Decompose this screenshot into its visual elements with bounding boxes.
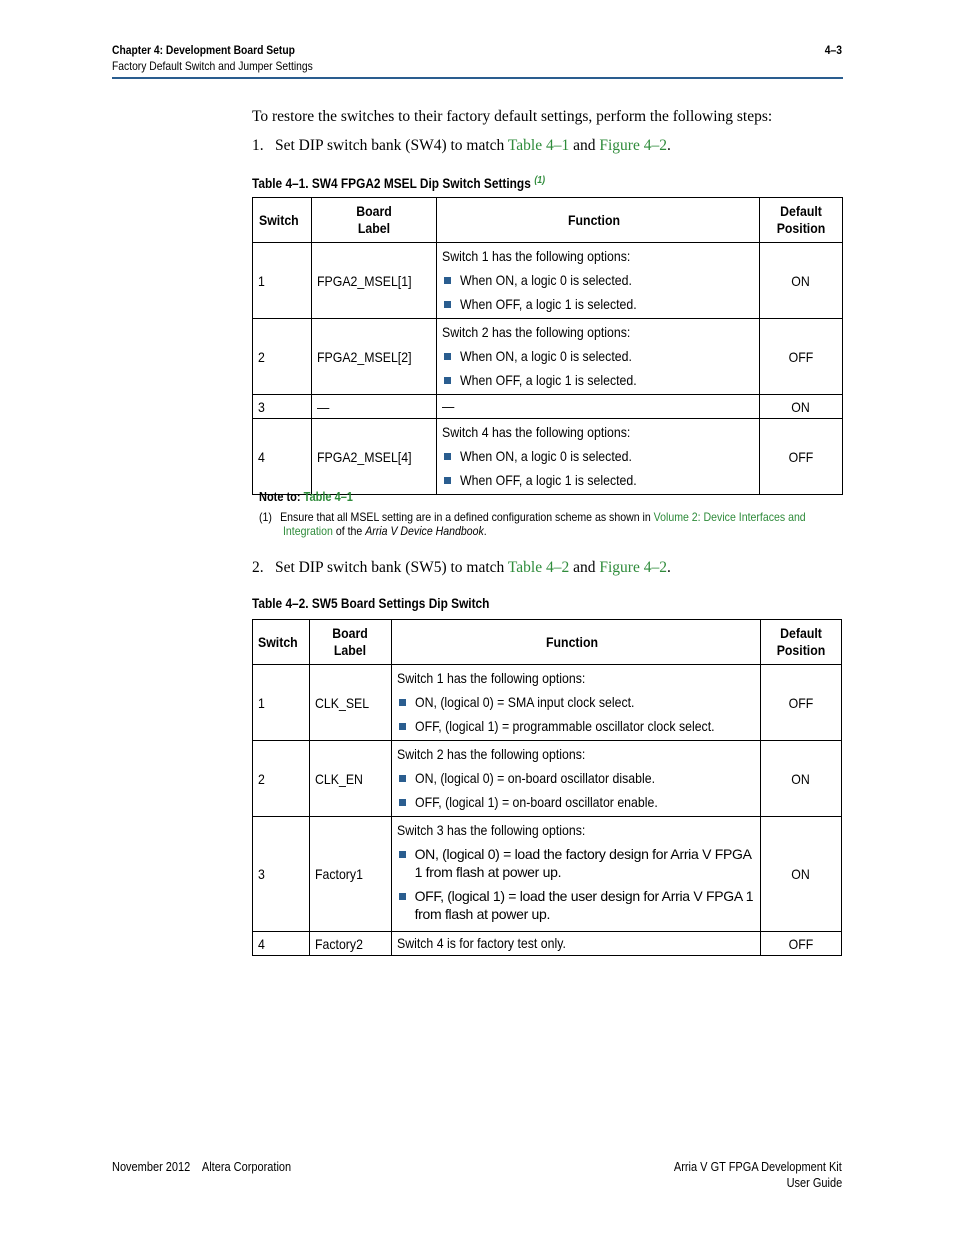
column-header-default-position: Default Position	[760, 620, 841, 665]
bullet-icon	[399, 799, 406, 806]
cell-default-position: ON	[760, 741, 841, 817]
table-4-1-caption-text: Table 4–1. SW4 FPGA2 MSEL Dip Switch Settings	[252, 176, 531, 191]
cell-board-label: CLK_SEL	[309, 665, 391, 741]
cell-default-position: OFF	[760, 932, 841, 956]
table-4-1-link[interactable]: Table 4–1	[507, 137, 570, 154]
bullet-icon	[444, 477, 451, 484]
table-row	[253, 741, 842, 817]
column-header-board-label: Board Label	[311, 198, 436, 243]
table-4-1	[252, 197, 843, 495]
column-header-function: Function	[391, 620, 760, 665]
cell-function: Switch 4 is for factory test only.	[391, 932, 760, 956]
footer-document-title: Arria V GT FPGA Development Kit	[674, 1160, 842, 1174]
table-row	[253, 932, 842, 956]
figure-4-2-link-2[interactable]: Figure 4–2	[599, 559, 667, 576]
cell-board-label: FPGA2_MSEL[1]	[311, 243, 436, 319]
table-4-1-note-1	[259, 510, 899, 538]
column-header-switch: Switch	[253, 620, 310, 665]
table-row	[253, 395, 843, 419]
table-4-1-note-ref-link[interactable]: (1)	[534, 175, 546, 186]
step-1-text: Set DIP switch bank (SW4) to match	[275, 137, 508, 154]
note-number: (1)	[259, 510, 272, 524]
bullet-icon	[399, 723, 406, 730]
cell-switch: 3	[253, 395, 312, 419]
step-2-text: Set DIP switch bank (SW5) to match	[275, 559, 508, 576]
running-header-section: Factory Default Switch and Jumper Settings	[112, 59, 313, 73]
note-period: .	[483, 524, 487, 538]
step-1-number: 1.	[252, 137, 264, 154]
table-4-1-note-title	[259, 490, 366, 504]
cell-function: Switch 3 has the following options: ON, (logical 0) = load the factory design for Arria V FPGA 1 from flash at power up. OFF, (logical 1) = load the user design for Arria V FPGA 1 from flash at power up.	[391, 817, 760, 932]
bullet-icon	[399, 775, 406, 782]
bullet-icon	[444, 453, 451, 460]
table-4-2-link[interactable]: Table 4–2	[507, 559, 570, 576]
cell-function: —	[436, 395, 759, 419]
bullet-icon	[399, 893, 406, 900]
figure-4-2-link[interactable]: Figure 4–2	[599, 137, 667, 154]
cell-board-label: Factory1	[309, 817, 391, 932]
cell-switch: 2	[253, 319, 312, 395]
cell-board-label: CLK_EN	[309, 741, 391, 817]
intro-paragraph: To restore the switches to their factory default settings, perform the following steps:	[252, 108, 773, 125]
cell-default-position: ON	[759, 243, 842, 319]
bullet-icon	[444, 377, 451, 384]
cell-default-position: ON	[760, 817, 841, 932]
column-header-switch: Switch	[253, 198, 312, 243]
cell-switch: 1	[253, 243, 312, 319]
cell-switch: 4	[253, 932, 310, 956]
cell-switch: 2	[253, 741, 310, 817]
cell-switch: 1	[253, 665, 310, 741]
column-header-default-position: Default Position	[759, 198, 842, 243]
cell-switch: 4	[253, 419, 312, 495]
cell-board-label: Factory2	[309, 932, 391, 956]
table-row	[253, 319, 843, 395]
step-2	[252, 559, 671, 577]
column-header-function: Function	[436, 198, 759, 243]
table-row	[253, 817, 842, 932]
cell-default-position: OFF	[759, 319, 842, 395]
cell-board-label: FPGA2_MSEL[4]	[311, 419, 436, 495]
header-rule	[112, 77, 843, 79]
bullet-icon	[399, 699, 406, 706]
bullet-icon	[444, 277, 451, 284]
running-header-chapter: Chapter 4: Development Board Setup	[112, 43, 295, 57]
volume-2-link-continued[interactable]: Integration	[283, 524, 333, 538]
cell-function: Switch 2 has the following options: When ON, a logic 0 is selected. When OFF, a logic 1 is selected.	[436, 319, 759, 395]
cell-board-label: —	[311, 395, 436, 419]
column-header-board-label: Board Label	[309, 620, 391, 665]
cell-function: Switch 1 has the following options: When ON, a logic 0 is selected. When OFF, a logic 1 is selected.	[436, 243, 759, 319]
step-1	[252, 137, 671, 155]
footer-document-type: User Guide	[786, 1176, 842, 1190]
cell-default-position: OFF	[759, 419, 842, 495]
table-row	[253, 665, 842, 741]
table-4-2	[252, 619, 842, 956]
table-4-1-header-row	[253, 198, 843, 243]
cell-default-position: ON	[759, 395, 842, 419]
note-title-text: Note to:	[259, 490, 304, 504]
note-text-of: of the	[332, 524, 366, 538]
footer-date-publisher: November 2012 Altera Corporation	[112, 1160, 292, 1174]
step-2-text-and: and	[569, 559, 600, 576]
table-4-2-caption	[252, 596, 522, 611]
note-text: Ensure that all MSEL setting are in a defined configuration scheme as shown in	[280, 510, 654, 524]
page-number: 4–3	[824, 43, 842, 57]
table-row	[253, 419, 843, 495]
cell-function: Switch 4 has the following options: When ON, a logic 0 is selected. When OFF, a logic 1 is selected.	[436, 419, 759, 495]
cell-function: Switch 2 has the following options: ON, (logical 0) = on-board oscillator disable. OFF, (logical 1) = on-board oscillator enable.	[391, 741, 760, 817]
table-row	[253, 243, 843, 319]
cell-board-label: FPGA2_MSEL[2]	[311, 319, 436, 395]
note-table-4-1-link[interactable]: Table 4–1	[303, 490, 353, 504]
volume-2-link[interactable]: Volume 2: Device Interfaces and	[653, 510, 806, 524]
table-4-2-header-row	[253, 620, 842, 665]
step-2-number: 2.	[252, 559, 264, 576]
bullet-icon	[444, 353, 451, 360]
handbook-title: Arria V Device Handbook	[365, 524, 484, 538]
table-4-1-caption	[252, 175, 585, 191]
cell-default-position: OFF	[760, 665, 841, 741]
bullet-icon	[444, 301, 451, 308]
step-1-text-and: and	[569, 137, 600, 154]
step-1-period: .	[666, 137, 671, 154]
bullet-icon	[399, 851, 406, 858]
cell-switch: 3	[253, 817, 310, 932]
step-2-period: .	[666, 559, 671, 576]
cell-function: Switch 1 has the following options: ON, (logical 0) = SMA input clock select. OFF, (logical 1) = programmable oscillator clock select.	[391, 665, 760, 741]
table-4-2-caption-text: Table 4–2. SW5 Board Settings Dip Switch	[252, 596, 490, 611]
